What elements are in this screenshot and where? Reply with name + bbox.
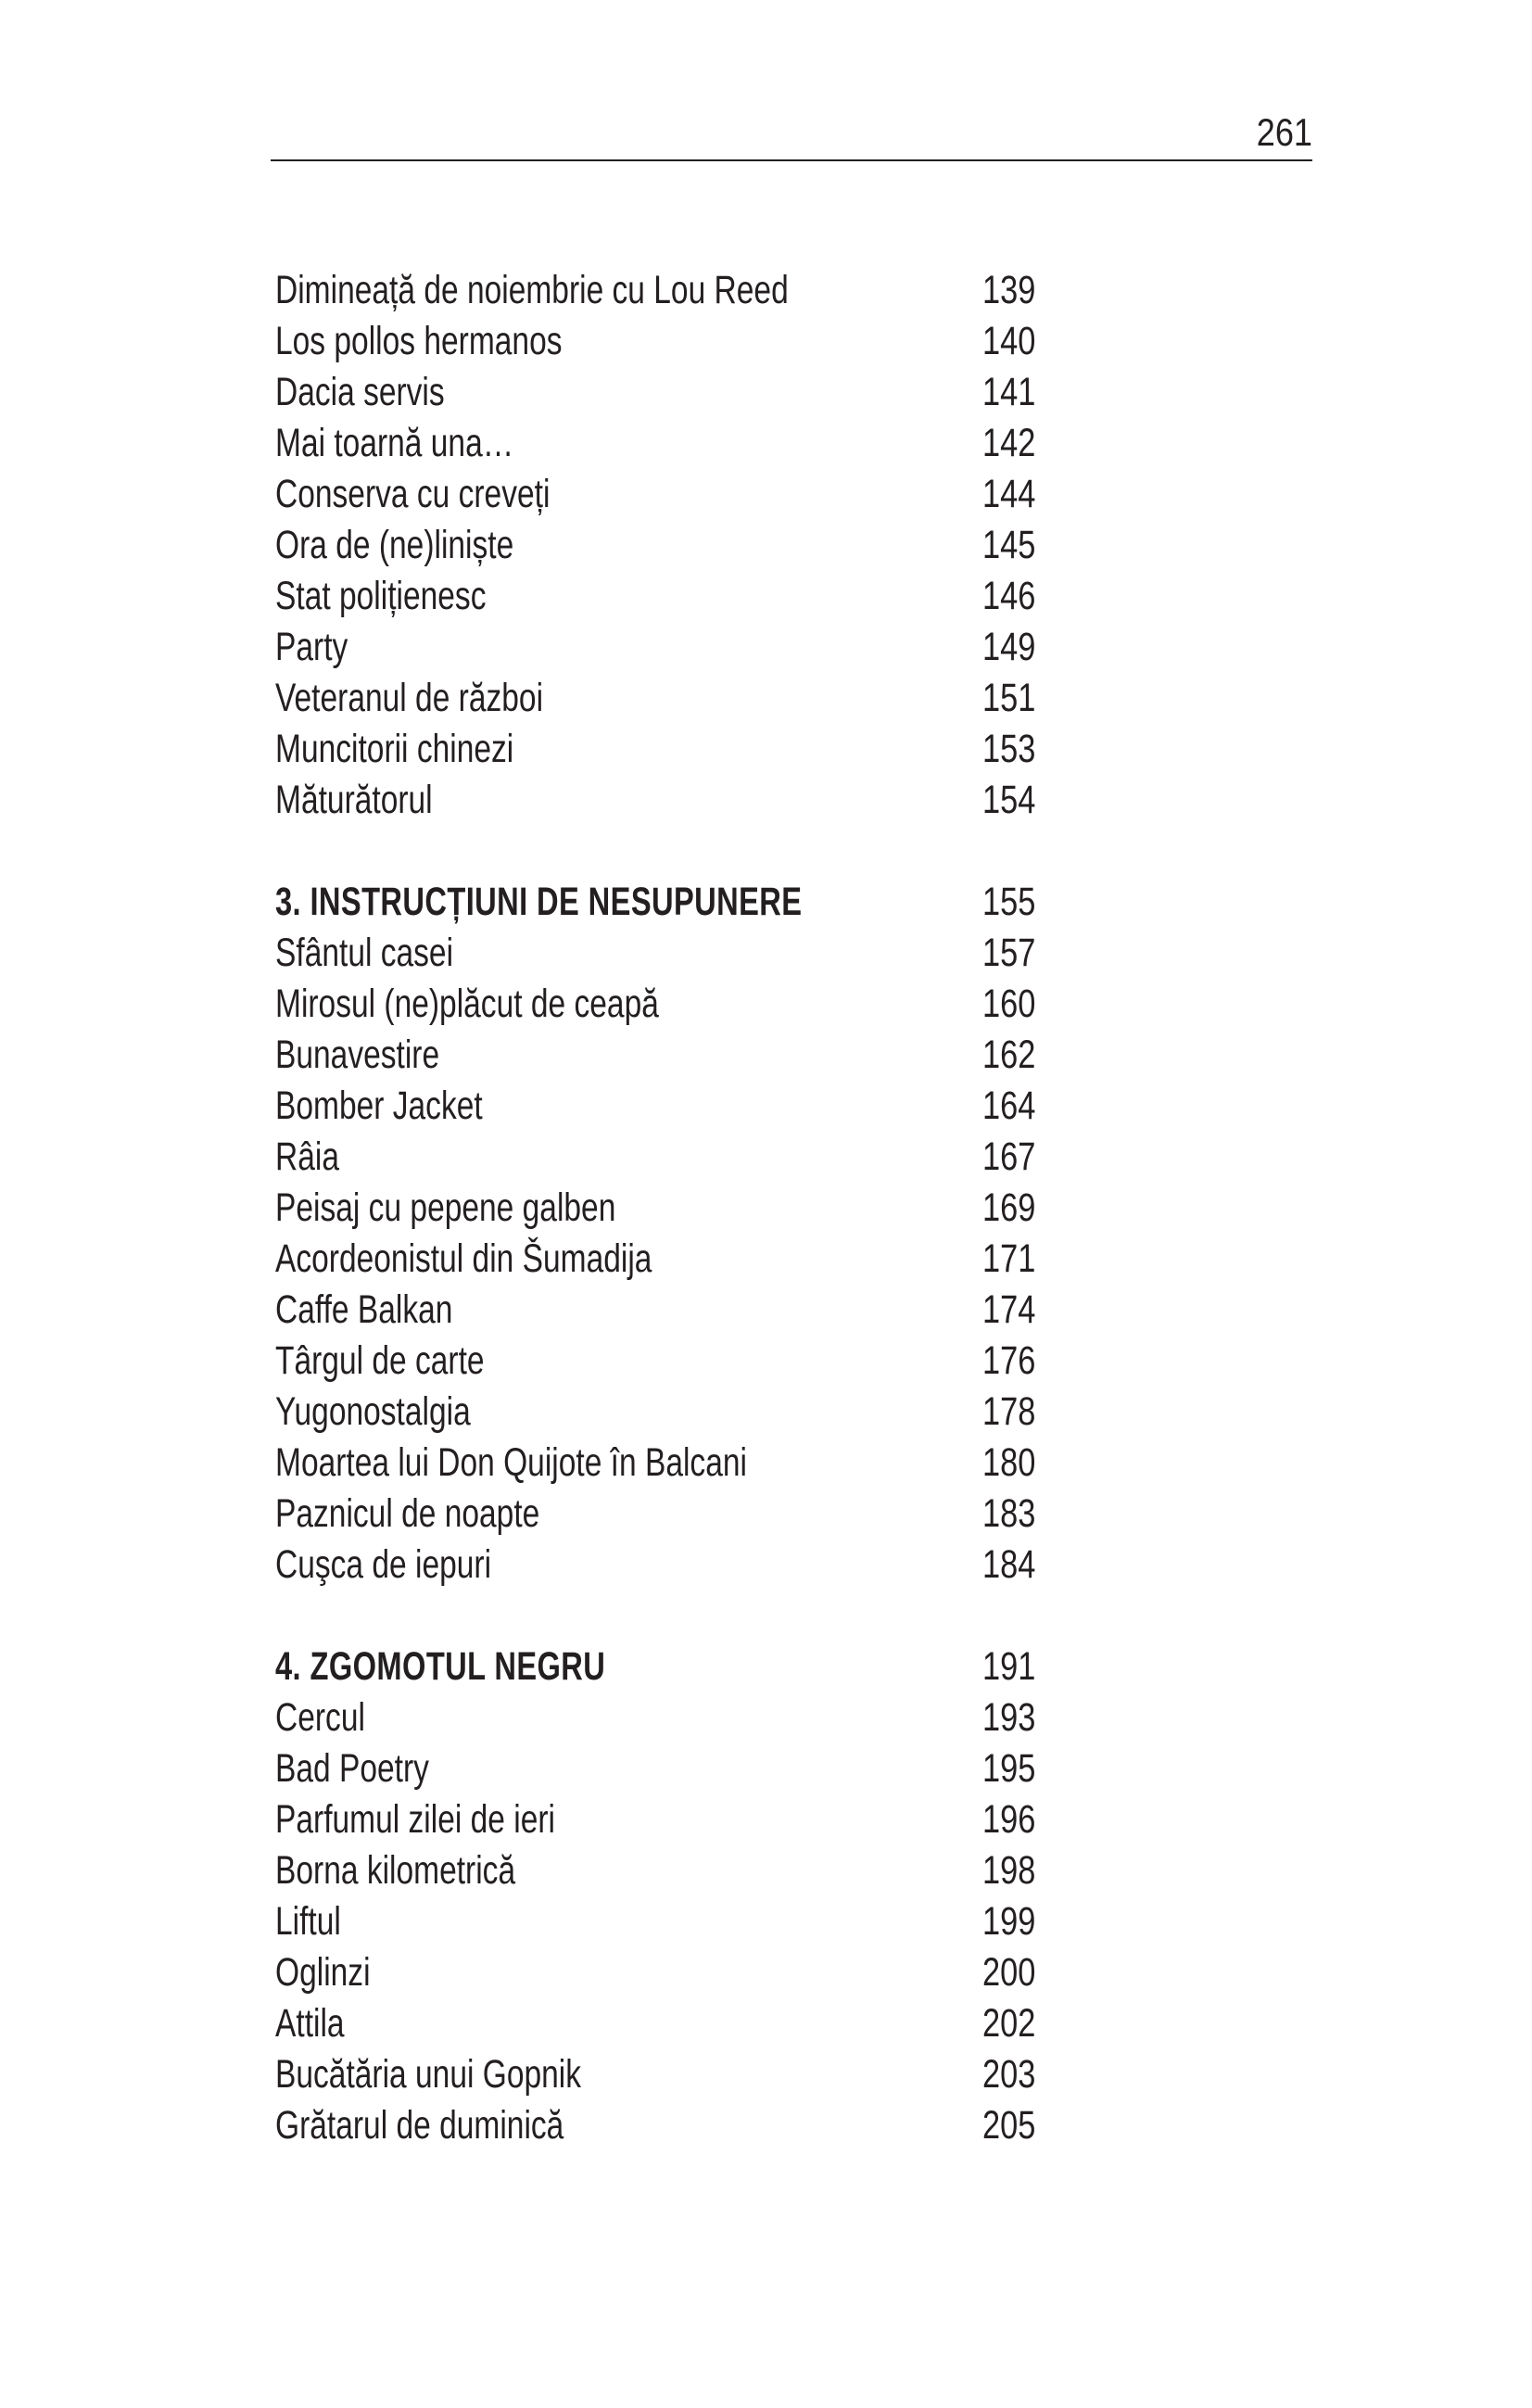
page-ref: 174 — [982, 1287, 1036, 1332]
entry-title: Ora de (ne)liniște — [275, 523, 514, 567]
page-ref: 155 — [982, 880, 1036, 924]
entry-title: Grătarul de duminică — [275, 2103, 564, 2148]
toc-entry — [0, 1336, 1532, 1387]
page-ref: 191 — [982, 1644, 1036, 1689]
page-ref: 146 — [982, 574, 1036, 618]
toc-entry — [0, 367, 1532, 418]
toc-entry — [0, 1030, 1532, 1081]
entry-title: Caffe Balkan — [275, 1287, 453, 1332]
toc-entry — [0, 316, 1532, 367]
entry-title: Acordeonistul din Šumadija — [275, 1236, 652, 1281]
page-ref: 198 — [982, 1848, 1036, 1893]
toc-entry — [0, 1081, 1532, 1132]
toc-entry — [0, 1540, 1532, 1591]
toc-entry — [0, 571, 1532, 622]
page-ref: 180 — [982, 1440, 1036, 1485]
entry-title: Parfumul zilei de ieri — [275, 1797, 555, 1842]
entry-title: Yugonostalgia — [275, 1389, 471, 1434]
entry-title: Los pollos hermanos — [275, 319, 563, 363]
entry-title: Bad Poetry — [275, 1746, 429, 1791]
toc-entry — [0, 724, 1532, 775]
entry-title: Sfântul casei — [275, 931, 454, 975]
entry-title: Muncitorii chinezi — [275, 727, 514, 771]
page-ref: 142 — [982, 421, 1036, 465]
toc-entry — [0, 1845, 1532, 1896]
entry-title: Târgul de carte — [275, 1338, 485, 1383]
page-ref: 153 — [982, 727, 1036, 771]
toc-entry — [0, 1489, 1532, 1540]
toc-entry — [0, 265, 1532, 316]
entry-title: Paznicul de noapte — [275, 1491, 540, 1536]
entry-title: Oglinzi — [275, 1950, 371, 1995]
entry-title: Stat polițienesc — [275, 574, 487, 618]
toc-entry — [0, 418, 1532, 469]
page-ref: 151 — [982, 676, 1036, 720]
page-ref: 205 — [982, 2103, 1036, 2148]
toc-entry — [0, 1692, 1532, 1743]
toc-entry — [0, 1743, 1532, 1794]
toc-entry — [0, 1234, 1532, 1285]
page-ref: 162 — [982, 1033, 1036, 1077]
entry-title: Conserva cu creveți — [275, 472, 551, 516]
toc-entry — [0, 520, 1532, 571]
page-ref: 200 — [982, 1950, 1036, 1995]
page-ref: 160 — [982, 982, 1036, 1026]
toc-section-heading — [0, 877, 1532, 928]
page-ref: 141 — [982, 370, 1036, 414]
entry-title: Dacia servis — [275, 370, 445, 414]
page-ref: 149 — [982, 625, 1036, 669]
entry-title: Liftul — [275, 1899, 341, 1944]
entry-title: Moartea lui Don Quijote în Balcani — [275, 1440, 747, 1485]
section-title: 3. INSTRUCȚIUNI DE NESUPUNERE — [275, 880, 803, 924]
page-ref: 176 — [982, 1338, 1036, 1383]
page-ref: 157 — [982, 931, 1036, 975]
toc-entry — [0, 1947, 1532, 1998]
toc-entry — [0, 928, 1532, 979]
page-ref: 167 — [982, 1134, 1036, 1179]
toc-entry — [0, 1387, 1532, 1438]
page-ref: 139 — [982, 268, 1036, 312]
toc-entry — [0, 1438, 1532, 1489]
entry-title: Cuşca de iepuri — [275, 1542, 492, 1587]
page-ref: 144 — [982, 472, 1036, 516]
toc-entry — [0, 1132, 1532, 1183]
page-number: 261 — [1256, 110, 1312, 154]
toc-entry — [0, 775, 1532, 826]
entry-title: Râia — [275, 1134, 339, 1179]
page-ref: 196 — [982, 1797, 1036, 1842]
entry-title: Party — [275, 625, 348, 669]
entry-title: Măturătorul — [275, 778, 433, 822]
page-ref: 140 — [982, 319, 1036, 363]
page-ref: 164 — [982, 1084, 1036, 1128]
entry-title: Attila — [275, 2001, 345, 2046]
section-title: 4. ZGOMOTUL NEGRU — [275, 1644, 606, 1689]
entry-title: Bunavestire — [275, 1033, 440, 1077]
page-ref: 184 — [982, 1542, 1036, 1587]
page-ref: 169 — [982, 1185, 1036, 1230]
entry-title: Veteranul de război — [275, 676, 544, 720]
page-ref: 145 — [982, 523, 1036, 567]
toc-entry — [0, 2049, 1532, 2100]
entry-title: Borna kilometrică — [275, 1848, 516, 1893]
toc-section-heading — [0, 1641, 1532, 1692]
toc-entry — [0, 622, 1532, 673]
toc-entry — [0, 673, 1532, 724]
toc-entry — [0, 469, 1532, 520]
entry-title: Cercul — [275, 1695, 365, 1740]
toc-entry — [0, 1183, 1532, 1234]
toc-entry — [0, 979, 1532, 1030]
entry-title: Bucătăria unui Gopnik — [275, 2052, 582, 2097]
toc-entry — [0, 2100, 1532, 2151]
page-ref: 193 — [982, 1695, 1036, 1740]
page-ref: 203 — [982, 2052, 1036, 2097]
page-ref: 178 — [982, 1389, 1036, 1434]
page-ref: 199 — [982, 1899, 1036, 1944]
entry-title: Mai toarnă una… — [275, 421, 514, 465]
toc-entry — [0, 1285, 1532, 1336]
toc-entry — [0, 1794, 1532, 1845]
page-ref: 154 — [982, 778, 1036, 822]
page-ref: 202 — [982, 2001, 1036, 2046]
entry-title: Peisaj cu pepene galben — [275, 1185, 616, 1230]
entry-title: Dimineață de noiembrie cu Lou Reed — [275, 268, 789, 312]
page-ref: 183 — [982, 1491, 1036, 1536]
header-rule — [271, 159, 1312, 161]
toc-entry — [0, 1998, 1532, 2049]
entry-title: Bomber Jacket — [275, 1084, 483, 1128]
page-ref: 171 — [982, 1236, 1036, 1281]
entry-title: Mirosul (ne)plăcut de ceapă — [275, 982, 659, 1026]
page-ref: 195 — [982, 1746, 1036, 1791]
toc-entry — [0, 1896, 1532, 1947]
